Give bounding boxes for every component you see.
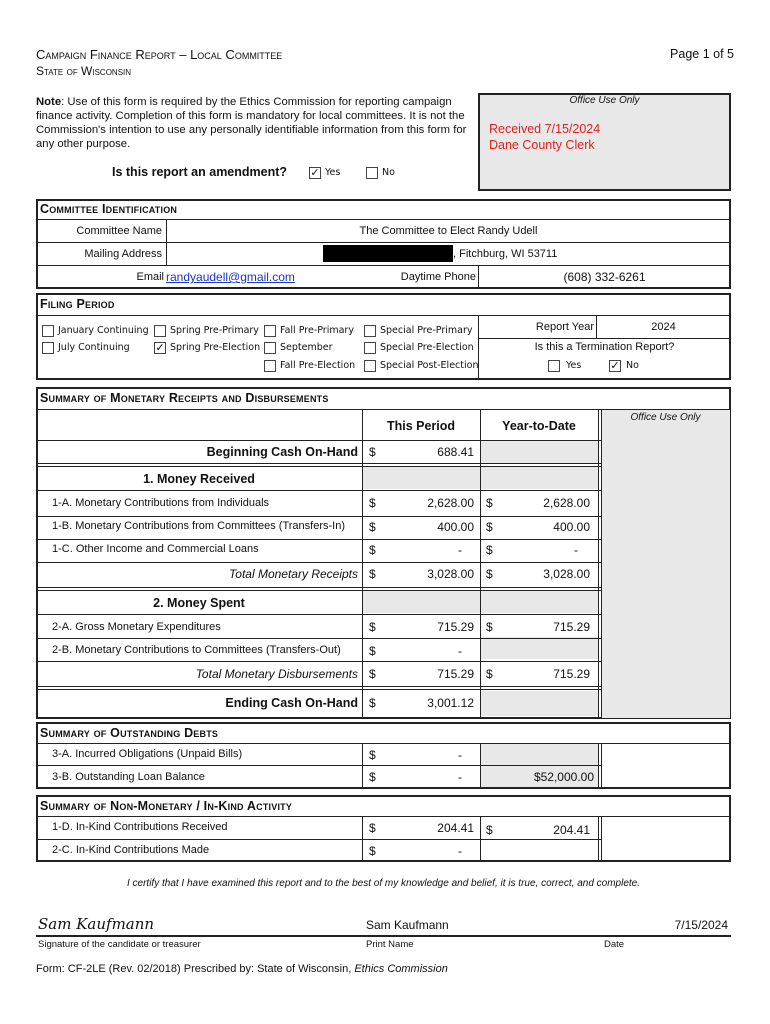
row-2a-ytd[interactable]: 715.29 [553,620,590,634]
note-text [36,95,474,151]
dollar-sign: $ [369,567,376,581]
termination-no-checkbox[interactable]: ✓ [610,360,620,372]
row-1d-label: 1-D. In-Kind Contributions Received [52,821,228,833]
spring-pre-election-checkbox[interactable]: ✓ [155,342,165,354]
col-this-period: This Period [386,419,456,433]
special-pre-primary-label: Special Pre-Primary [380,325,473,336]
dollar-sign: $ [369,543,376,557]
date-label: Date [604,939,625,950]
row-2c-period[interactable]: - [458,844,462,858]
mailing-address-value[interactable]: , Fitchburg, WI 53711 [453,248,558,260]
fall-pre-primary-label: Fall Pre-Primary [280,325,354,336]
form-footer-text: Form: CF-2LE (Rev. 02/2018) Prescribed by: State of Wisconsin, [36,963,355,975]
dollar-sign: $ [369,496,376,510]
row-1d-period[interactable]: 204.41 [437,821,474,835]
row-2a-period[interactable]: 715.29 [437,620,474,634]
dollar-sign: $ [369,667,376,681]
amendment-question: Is this report an amendment? [112,165,288,179]
jan-continuing-checkbox[interactable] [42,325,54,337]
row-2c-label: 2-C. In-Kind Contributions Made [52,844,210,856]
dollar-sign: $ [369,620,376,634]
fall-pre-election-checkbox[interactable] [264,360,276,372]
row-2b-period[interactable]: - [458,644,462,658]
amendment-yes-checkbox[interactable]: ✓ [310,167,320,179]
total-receipts-label: Total Monetary Receipts [229,567,358,581]
ending-cash-value[interactable]: 3,001.12 [427,696,474,710]
office-use-label: Office Use Only [569,95,640,106]
beginning-cash-label: Beginning Cash On-Hand [206,445,358,459]
dollar-sign: $ [486,620,493,634]
row-3b-period[interactable]: - [458,770,462,784]
september-checkbox[interactable] [264,342,276,354]
row-3b-label: 3-B. Outstanding Loan Balance [52,771,205,783]
row-1c-period[interactable]: - [458,543,462,557]
spring-pre-election-label: Spring Pre-Election [170,342,261,353]
dollar-sign: $ [486,520,493,534]
received-stamp: Received 7/15/2024 [489,122,601,136]
dollar-sign: $ [369,748,376,762]
total-receipts-ytd[interactable]: 3,028.00 [543,567,590,581]
page-number: Page 1 of 5 [670,47,734,61]
fall-pre-election-label: Fall Pre-Election [280,360,356,371]
dollar-sign: $ [369,644,376,658]
special-post-election-checkbox[interactable] [364,360,376,372]
row-3a-period[interactable]: - [458,748,462,762]
termination-yes-checkbox[interactable] [548,360,560,372]
dollar-sign: $ [486,567,493,581]
row-1b-label: 1-B. Monetary Contributions from Committees (Transfers-In) [52,520,346,532]
july-continuing-label: July Continuing [58,342,130,353]
filing-period-title: Filing Period [40,297,115,311]
certification-text: I certify that I have examined this report and to the best of my knowledge and belief, it is true, correct, and complete. [126,878,641,889]
row-1a-ytd[interactable]: 2,628.00 [543,496,590,510]
inkind-section-title: Summary of Non-Monetary / In-Kind Activity [40,799,293,813]
dollar-sign: $ [369,520,376,534]
dollar-sign: $ [369,445,376,459]
committee-name-label: Committee Name [76,225,162,237]
total-disbursements-label: Total Monetary Disbursements [195,667,358,681]
amendment-yes-label: Yes [325,167,341,178]
ending-cash-label: Ending Cash On-Hand [225,696,358,710]
beginning-cash-value[interactable]: 688.41 [437,445,474,459]
dollar-sign: $ [486,543,493,557]
clerk-stamp: Dane County Clerk [489,138,595,152]
row-1d-ytd[interactable]: 204.41 [553,823,590,837]
date-value[interactable]: 7/15/2024 [674,918,728,932]
row-1a-label: 1-A. Monetary Contributions from Individuals [52,497,270,509]
total-disbursements-period[interactable]: 715.29 [437,667,474,681]
col-year-to-date: Year-to-Date [502,419,576,433]
email-link[interactable]: randyaudell@gmail.com [166,270,295,284]
september-label: September [280,342,333,353]
termination-question: Is this a Termination Report? [534,341,675,353]
form-title: Campaign Finance Report – Local Committee [36,47,283,62]
form-footer [36,963,448,975]
note-label: Note [36,96,62,108]
row-3b-ytd[interactable]: $52,000.00 [533,770,594,784]
money-spent-heading: 2. Money Spent [153,596,245,610]
row-1c-ytd[interactable]: - [574,543,578,557]
print-name-value[interactable]: Sam Kaufmann [366,918,449,932]
total-receipts-period[interactable]: 3,028.00 [427,567,474,581]
mailing-address-label: Mailing Address [84,248,162,260]
signature-line [36,935,731,937]
total-disbursements-ytd[interactable]: 715.29 [553,667,590,681]
report-year-label: Report Year [535,321,594,333]
report-year-value[interactable]: 2024 [651,321,676,333]
spring-pre-primary-checkbox[interactable] [154,325,166,337]
debts-section-title: Summary of Outstanding Debts [40,726,219,740]
row-2a-label: 2-A. Gross Monetary Expenditures [52,621,221,633]
row-1b-period[interactable]: 400.00 [437,520,474,534]
special-pre-election-checkbox[interactable] [364,342,376,354]
email-label: Email [136,271,164,283]
form-footer-commission: Ethics Commission [354,963,448,975]
dollar-sign: $ [486,823,493,837]
office-use-col-label: Office Use Only [630,412,701,423]
row-1c-label: 1-C. Other Income and Commercial Loans [52,543,259,555]
amendment-no-checkbox[interactable] [366,167,378,179]
special-post-election-label: Special Post-Election [380,360,479,371]
row-3a-label: 3-A. Incurred Obligations (Unpaid Bills) [52,748,243,760]
row-1b-ytd[interactable]: 400.00 [553,520,590,534]
signature[interactable]: Sam Kaufmann [38,915,155,933]
phone-value[interactable]: (608) 332-6261 [563,270,646,284]
form-subtitle: State of Wisconsin [36,64,132,78]
note-body: : Use of this form is required by the Ethics Commission for reporting campaign finance activity. Completion of this form is mandatory for local committees. It is not the Commission's intention to use any personally identifiable information from this form for any other purpose. [36,96,467,150]
monetary-summary-title: Summary of Monetary Receipts and Disbursements [40,391,329,405]
committee-name-value[interactable]: The Committee to Elect Randy Udell [359,225,538,237]
address-redaction [323,245,453,262]
amendment-no-label: No [382,167,395,178]
money-received-heading: 1. Money Received [143,472,255,486]
signature-label: Signature of the candidate or treasurer [38,939,201,950]
row-2b-label: 2-B. Monetary Contributions to Committees (Transfers-Out) [52,644,341,656]
termination-yes-label: Yes [566,360,582,371]
termination-no-label: No [626,360,639,371]
committee-section-title: Committee Identification [40,202,178,216]
phone-label: Daytime Phone [400,271,476,283]
dollar-sign: $ [369,770,376,784]
special-pre-election-label: Special Pre-Election [380,342,474,353]
print-name-label: Print Name [366,939,414,950]
dollar-sign: $ [486,667,493,681]
row-1a-period[interactable]: 2,628.00 [427,496,474,510]
july-continuing-checkbox[interactable] [42,342,54,354]
dollar-sign: $ [486,496,493,510]
jan-continuing-label: January Continuing [58,325,149,336]
dollar-sign: $ [369,696,376,710]
dollar-sign: $ [369,821,376,835]
special-pre-primary-checkbox[interactable] [364,325,376,337]
dollar-sign: $ [369,844,376,858]
fall-pre-primary-checkbox[interactable] [264,325,276,337]
spring-pre-primary-label: Spring Pre-Primary [170,325,259,336]
